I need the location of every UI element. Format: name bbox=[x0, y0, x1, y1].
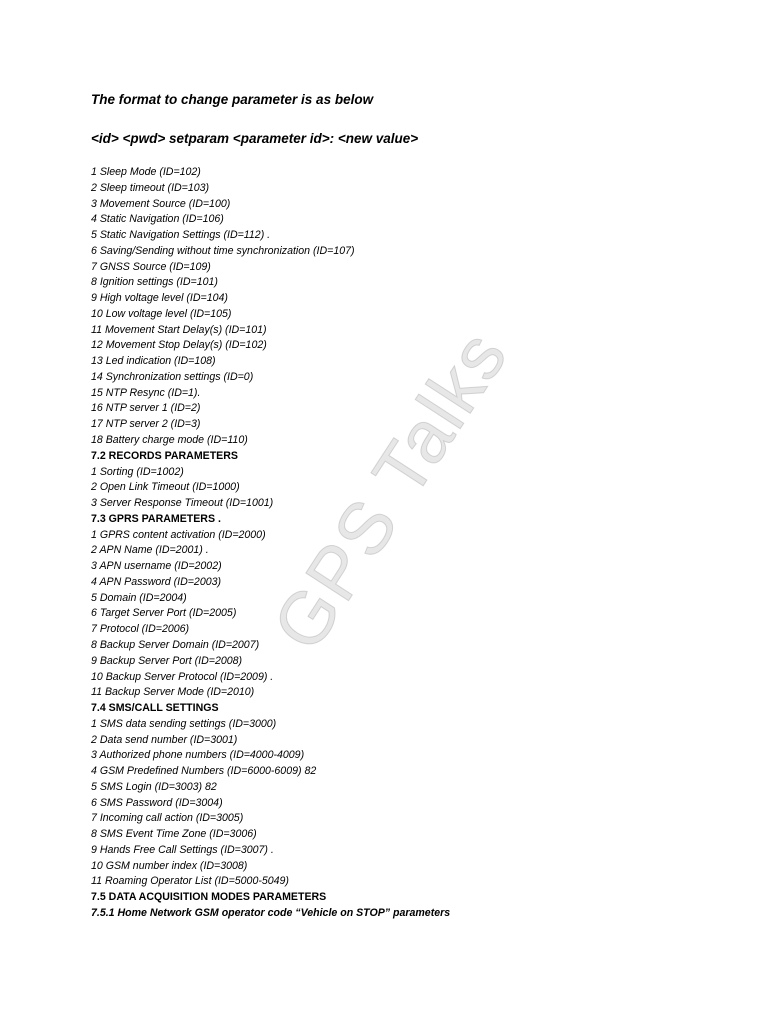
parameter-list bbox=[91, 165, 691, 922]
parameter-item: 7 Incoming call action (ID=3005) bbox=[91, 812, 244, 825]
parameter-item: 3 Server Response Timeout (ID=1001) bbox=[91, 497, 274, 510]
watermark: GPS Talks bbox=[256, 315, 524, 665]
parameter-item: 8 SMS Event Time Zone (ID=3006) bbox=[91, 828, 257, 841]
parameter-item: 11 Roaming Operator List (ID=5000-5049) bbox=[91, 875, 289, 888]
parameter-item: 6 Target Server Port (ID=2005) bbox=[91, 607, 237, 620]
parameter-item: 11 Movement Start Delay(s) (ID=101) bbox=[91, 323, 267, 336]
parameter-item: 8 Ignition settings (ID=101) bbox=[91, 276, 218, 289]
parameter-item: 7 Protocol (ID=2006) bbox=[91, 623, 190, 636]
parameter-item: 3 APN username (ID=2002) bbox=[91, 560, 222, 573]
parameter-item: 5 Domain (ID=2004) bbox=[91, 591, 187, 604]
syntax-heading: <id> <pwd> setparam <parameter id>: <new value> bbox=[91, 131, 419, 146]
parameter-item: 5 Static Navigation Settings (ID=112) . bbox=[91, 229, 271, 242]
parameter-item: 11 Backup Server Mode (ID=2010) bbox=[91, 686, 255, 699]
parameter-item: 10 Backup Server Protocol (ID=2009) . bbox=[91, 670, 274, 683]
parameter-item: 10 Low voltage level (ID=105) bbox=[91, 307, 232, 320]
parameter-item: 4 GSM Predefined Numbers (ID=6000-6009) 82 bbox=[91, 765, 317, 778]
parameter-item: 3 Movement Source (ID=100) bbox=[91, 197, 231, 210]
section-heading: 7.4 SMS/CALL SETTINGS bbox=[91, 702, 219, 715]
parameter-item: 9 Hands Free Call Settings (ID=3007) . bbox=[91, 843, 274, 856]
parameter-item: 1 SMS data sending settings (ID=3000) bbox=[91, 717, 277, 730]
section-heading: 7.3 GPRS PARAMETERS . bbox=[91, 512, 221, 525]
parameter-item: 6 SMS Password (ID=3004) bbox=[91, 796, 223, 809]
parameter-item: 14 Synchronization settings (ID=0) bbox=[91, 370, 254, 383]
parameter-item: 3 Authorized phone numbers (ID=4000-4009) bbox=[91, 749, 305, 762]
parameter-item: 9 Backup Server Port (ID=2008) bbox=[91, 654, 243, 667]
format-heading: The format to change parameter is as below bbox=[91, 92, 374, 107]
parameter-item: 5 SMS Login (ID=3003) 82 bbox=[91, 780, 217, 793]
section-heading: 7.2 RECORDS PARAMETERS bbox=[91, 449, 238, 462]
parameter-item: 12 Movement Stop Delay(s) (ID=102) bbox=[91, 339, 267, 352]
parameter-item: 2 APN Name (ID=2001) . bbox=[91, 544, 209, 557]
parameter-item: 17 NTP server 2 (ID=3) bbox=[91, 418, 201, 431]
parameter-item: 8 Backup Server Domain (ID=2007) bbox=[91, 638, 260, 651]
parameter-item: 2 Sleep timeout (ID=103) bbox=[91, 181, 210, 194]
parameter-item: 15 NTP Resync (ID=1). bbox=[91, 386, 201, 399]
section-heading: 7.5 DATA ACQUISITION MODES PARAMETERS bbox=[91, 891, 327, 904]
parameter-item: 4 APN Password (ID=2003) bbox=[91, 575, 222, 588]
parameter-item: 4 Static Navigation (ID=106) bbox=[91, 213, 224, 226]
parameter-item: 7 GNSS Source (ID=109) bbox=[91, 260, 211, 273]
parameter-item: 1 Sleep Mode (ID=102) bbox=[91, 166, 201, 178]
parameter-item: 6 Saving/Sending without time synchronization (ID=107) bbox=[91, 244, 355, 257]
parameter-item: 18 Battery charge mode (ID=110) bbox=[91, 434, 248, 447]
subsection-heading: 7.5.1 Home Network GSM operator code “Vehicle on STOP” parameters bbox=[91, 906, 451, 919]
parameter-item: 2 Open Link Timeout (ID=1000) bbox=[91, 481, 240, 494]
parameter-item: 16 NTP server 1 (ID=2) bbox=[91, 402, 201, 415]
parameter-item: 9 High voltage level (ID=104) bbox=[91, 292, 228, 305]
parameter-item: 1 Sorting (ID=1002) bbox=[91, 465, 184, 478]
parameter-item: 10 GSM number index (ID=3008) bbox=[91, 859, 248, 872]
parameter-item: 1 GPRS content activation (ID=2000) bbox=[91, 528, 266, 541]
parameter-item: 13 Led indication (ID=108) bbox=[91, 355, 216, 368]
parameter-item: 2 Data send number (ID=3001) bbox=[91, 733, 238, 746]
